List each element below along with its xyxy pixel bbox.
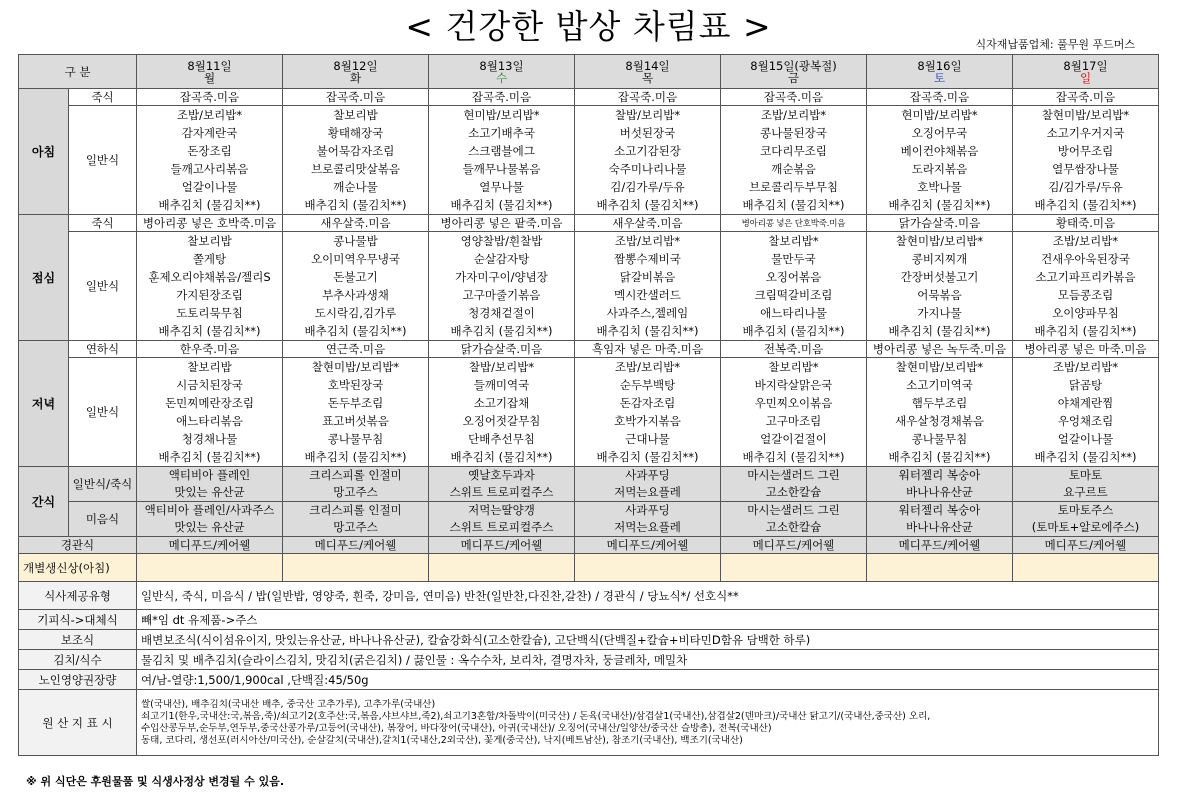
day-weekday: 토	[933, 70, 946, 85]
general-cell	[575, 358, 721, 467]
snack-cell	[1013, 502, 1159, 537]
menu-item: 애느타리볶음	[176, 414, 243, 428]
general-cell	[867, 358, 1013, 467]
lunch-porridge-row	[19, 215, 1159, 232]
origin-line: 수입산콩두부,순두부,연두부,중국산콩가루/고등어(국내산), 볶장어, 바다장어(국내산), 아귀(국내산)/ 오징어(국내산/일양산/중국산 슬방총), 전복(국내산)	[141, 722, 772, 734]
menu-item: 고구마조림	[765, 414, 822, 428]
menu-item: 콩나물된장국	[760, 126, 827, 140]
day-date: 8월12일	[333, 58, 378, 73]
corner-label: 구 분	[19, 55, 137, 89]
menu-item: 들깨무나물볶음	[462, 162, 541, 176]
menu-item: 콩나물무침	[911, 432, 968, 446]
day-weekday: 월	[203, 70, 216, 85]
menu-item: 찰현미밥/보리밥*	[895, 234, 984, 248]
origin-label: 원 산 지 표 시	[19, 690, 137, 756]
info-label: 보조식	[19, 630, 137, 650]
snack-cell	[867, 502, 1013, 537]
general-cell	[137, 106, 283, 215]
breakfast-porridge-label: 죽식	[69, 89, 137, 106]
menu-item: 배추김치 (물김치**)	[742, 450, 845, 464]
porridge-cell: 병아리콩 넣은 녹두죽.미음	[867, 341, 1013, 358]
snack-item: 맛있는 유산균	[174, 485, 245, 499]
dinner-general-label: 일반식	[69, 358, 137, 467]
menu-item: 불어묵감자조림	[316, 144, 395, 158]
info-label: 기피식->대체식	[19, 610, 137, 630]
info-row	[19, 610, 1159, 630]
breakfast-label: 아침	[19, 89, 69, 215]
menu-item: 건새우아욱된장국	[1041, 252, 1130, 266]
individual-cell	[721, 554, 867, 582]
tube-cell: 메디푸드/케어웰	[283, 537, 429, 554]
snack-soft-label: 미음식	[69, 502, 137, 537]
info-row	[19, 582, 1159, 610]
snack-item: 고소한칼슘	[765, 485, 822, 499]
menu-item: 방어무조림	[1057, 144, 1114, 158]
dinner-general-row	[19, 358, 1159, 467]
individual-cell	[137, 554, 283, 582]
snack-item: 저먹는요플레	[614, 485, 681, 499]
menu-item: 오이미역우무냉국	[311, 252, 400, 266]
origin-line: 쇠고기1(한우,국내산:국,볶음,죽)/쇠고기2(호주산:국,볶음,샤브샤브,죽2),쇠고기3혼합/차돌박이(미국산) / 돈육(국내산)/삼겹살1(국내산),삼겹살2(덴마크)/국내산 닭고기/(국내산,중국산) 오리,	[141, 710, 931, 722]
day-date: 8월14일	[625, 58, 670, 73]
general-cell	[721, 358, 867, 467]
menu-item: 순살감자탕	[473, 252, 530, 266]
menu-item: 배추김치 (물김치**)	[1034, 450, 1137, 464]
day-weekday: 수	[495, 70, 508, 85]
menu-item: 배추김치 (물김치**)	[888, 450, 991, 464]
menu-item: 호박가지볶음	[614, 414, 681, 428]
menu-item: 김/김가루/두유	[610, 180, 685, 194]
menu-item: 소고기미역국	[906, 378, 973, 392]
breakfast-general-row	[19, 106, 1159, 215]
menu-item: 사과주스,젤레임	[606, 306, 689, 320]
menu-item: 깨순나물	[333, 180, 378, 194]
menu-item: 소고기잡채	[473, 396, 530, 410]
header-row	[19, 55, 1159, 89]
menu-item: 애느타리나물	[760, 306, 827, 320]
menu-item: 어묵볶음	[917, 288, 962, 302]
menu-item: 얼갈이나물	[1057, 432, 1114, 446]
tube-cell: 메디푸드/케어웰	[575, 537, 721, 554]
menu-item: 배추김치 (물김치**)	[450, 450, 553, 464]
lunch-porridge-label: 죽식	[69, 215, 137, 232]
day-weekday: 화	[349, 70, 362, 85]
menu-item: 오징어젓갈무침	[462, 414, 541, 428]
menu-item: 조밥/보리밥*	[614, 234, 681, 248]
menu-item: 찰보리밥	[187, 360, 232, 374]
menu-item: 브로콜리두부무침	[749, 180, 838, 194]
porridge-cell: 잡곡죽.미음	[1013, 89, 1159, 106]
info-value: 여/남-열량:1,500/1,900cal ,단백질:45/50g	[137, 670, 1159, 690]
menu-item: 조밥/보리밥*	[176, 108, 243, 122]
menu-item: 찰현미밥/보리밥*	[1041, 108, 1130, 122]
tube-cell: 메디푸드/케어웰	[137, 537, 283, 554]
snack-item: 액티비아 플레인/사과주스	[144, 503, 275, 517]
breakfast-general-label: 일반식	[69, 106, 137, 215]
menu-item: 근대나물	[625, 432, 670, 446]
menu-item: 열무쌈장나물	[1052, 162, 1119, 176]
menu-item: 찰보리밥*	[768, 360, 819, 374]
porridge-cell: 전복죽.미음	[721, 341, 867, 358]
day-date: 8월17일	[1063, 58, 1108, 73]
snack-cell	[283, 467, 429, 502]
day-weekday: 목	[641, 70, 654, 85]
individual-cell	[429, 554, 575, 582]
origin-row	[19, 690, 1159, 756]
general-cell	[429, 106, 575, 215]
porridge-cell: 흑임자 넣은 마죽.미음	[575, 341, 721, 358]
day-header	[721, 55, 867, 89]
menu-item: 찰현미밥/보리밥*	[895, 360, 984, 374]
menu-item: 햄두부조림	[911, 396, 968, 410]
dinner-porridge-row	[19, 341, 1159, 358]
menu-item: 찰밥/보리밥*	[614, 108, 681, 122]
menu-item: 숙주미나리나물	[608, 162, 687, 176]
individual-cell	[867, 554, 1013, 582]
menu-item: 청경채겉절이	[468, 306, 535, 320]
lunch-label: 점심	[19, 215, 69, 341]
snack-item: 워터젤리 복숭아	[898, 468, 981, 482]
menu-item: 현미밥/보리밥*	[463, 108, 540, 122]
menu-item: 우민찌오이볶음	[754, 396, 833, 410]
menu-item: 야채계란찜	[1057, 396, 1114, 410]
info-value: 빼*임 dt 유제품->주스	[137, 610, 1159, 630]
menu-item: 찰밥/보리밥*	[468, 360, 535, 374]
porridge-cell: 한우죽.미음	[137, 341, 283, 358]
general-cell	[137, 358, 283, 467]
porridge-cell: 새우살죽.미음	[283, 215, 429, 232]
general-cell	[575, 106, 721, 215]
menu-item: 부추사과생채	[322, 288, 389, 302]
snack-item: 사과푸딩	[625, 468, 670, 482]
tube-label: 경관식	[19, 537, 137, 554]
snack-item: 마시는샐러드 그린	[747, 468, 840, 482]
porridge-cell: 잡곡죽.미음	[575, 89, 721, 106]
menu-item: 닭곰탕	[1068, 378, 1103, 392]
snack-cell	[429, 467, 575, 502]
individual-cell	[1013, 554, 1159, 582]
menu-item: 감자계란국	[181, 126, 238, 140]
menu-item: 물만두국	[771, 252, 816, 266]
day-header	[137, 55, 283, 89]
menu-item: 조밥/보리밥*	[1052, 234, 1119, 248]
menu-item: 열무나물	[479, 180, 524, 194]
menu-item: 배추김치 (물김치**)	[742, 324, 845, 338]
general-cell	[283, 106, 429, 215]
lunch-general-label: 일반식	[69, 232, 137, 341]
menu-item: 소고기우거지국	[1046, 126, 1125, 140]
menu-item: 배추김치 (물김치**)	[304, 198, 407, 212]
menu-item: 멕시칸샐러드	[614, 288, 681, 302]
menu-item: 닭갈비볶음	[619, 270, 676, 284]
menu-item: 짬뽕수제비국	[614, 252, 681, 266]
day-date: 8월11일	[187, 58, 232, 73]
porridge-cell: 새우살죽.미음	[575, 215, 721, 232]
porridge-cell: 병아리콩 넣은 마죽.미음	[1013, 341, 1159, 358]
menu-item: 배추김치 (물김치**)	[158, 324, 261, 338]
porridge-cell: 병아리콩 넣은 호박죽.미음	[137, 215, 283, 232]
snack-item: 저먹는요플레	[614, 520, 681, 534]
menu-item: 훈제오리야채볶음/젤리S	[148, 270, 271, 284]
menu-item: 도토리묵무침	[176, 306, 243, 320]
menu-item: 찰보리밥	[333, 108, 378, 122]
menu-item: 호박된장국	[327, 378, 384, 392]
menu-item: 콩나물밥	[333, 234, 378, 248]
snack-item: 토마토주스	[1057, 503, 1114, 517]
info-value: 물김치 및 배추김치(슬라이스김치, 맛김치(굵은김치) / 끓인물 : 옥수수차, 보리차, 결명자차, 둥글레차, 메밀차	[137, 650, 1159, 670]
porridge-cell: 병아리콩 넣은 팥죽.미음	[429, 215, 575, 232]
info-label: 식사제공유형	[19, 582, 137, 610]
snack-cell	[867, 467, 1013, 502]
snack-cell	[575, 502, 721, 537]
general-cell	[283, 232, 429, 341]
menu-item: 배추김치 (물김치**)	[596, 324, 699, 338]
snack-item: 맛있는 유산균	[174, 520, 245, 534]
menu-item: 깨순볶음	[771, 162, 816, 176]
lunch-general-row	[19, 232, 1159, 341]
snack-item: 망고주스	[333, 485, 378, 499]
menu-item: 고구마줄기볶음	[462, 288, 541, 302]
menu-item: 배추김치 (물김치**)	[596, 450, 699, 464]
snack-cell	[283, 502, 429, 537]
snack-cell	[137, 502, 283, 537]
menu-item: 시금치된장국	[176, 378, 243, 392]
snack-general-label: 일반식/죽식	[69, 467, 137, 502]
tube-cell: 메디푸드/케어웰	[867, 537, 1013, 554]
day-header	[283, 55, 429, 89]
menu-item: 배추김치 (물김치**)	[888, 324, 991, 338]
general-cell	[721, 232, 867, 341]
dinner-porridge-label: 연하식	[69, 341, 137, 358]
porridge-cell: 황태죽.미음	[1013, 215, 1159, 232]
general-cell	[1013, 358, 1159, 467]
general-cell	[1013, 232, 1159, 341]
general-cell	[1013, 106, 1159, 215]
tube-cell: 메디푸드/케어웰	[429, 537, 575, 554]
info-label: 노인영양권장량	[19, 670, 137, 690]
footnote: ※ 위 식단은 후원물품 및 식생사정상 변경될 수 있음.	[26, 775, 285, 788]
origin-line: 동태, 코다리, 생선포(러시아산/미국산), 순살갈치(국내산),갈치1(국내산,2외국산), 꽃게(중국산), 낙지(베트남산), 참조기(국내산), 백조기(국내산)	[141, 734, 743, 746]
general-cell	[575, 232, 721, 341]
snack-item: 스위트 트로피컬주스	[449, 520, 554, 534]
snack-cell	[137, 467, 283, 502]
menu-item: 돈장조림	[187, 144, 232, 158]
snack-cell	[721, 502, 867, 537]
menu-item: 배추김치 (물김치**)	[1034, 324, 1137, 338]
menu-item: 조밥/보리밥*	[614, 360, 681, 374]
menu-item: 배추김치 (물김치**)	[158, 450, 261, 464]
menu-item: 배추김치 (물김치**)	[742, 198, 845, 212]
general-cell	[429, 232, 575, 341]
snack-cell	[429, 502, 575, 537]
origin-text	[137, 690, 1159, 756]
porridge-cell: 잡곡죽.미음	[429, 89, 575, 106]
menu-item: 순두부백탕	[619, 378, 676, 392]
snack-item: 저먹는딸양갱	[468, 503, 535, 517]
day-weekday: 일	[1079, 70, 1092, 85]
supplier-label: 식자재납품업체: 풀무원 푸드머스	[975, 38, 1135, 51]
menu-item: 돈불고기	[333, 270, 378, 284]
general-cell	[867, 106, 1013, 215]
menu-item: 황태해장국	[327, 126, 384, 140]
snack-item: (토마토+알로에주스)	[1031, 520, 1140, 534]
porridge-cell: 잡곡죽.미음	[721, 89, 867, 106]
menu-item: 콩비지찌개	[911, 252, 968, 266]
menu-item: 배추김치 (물김치**)	[304, 450, 407, 464]
snack-soft-row	[19, 502, 1159, 537]
menu-item: 김/김가루/두유	[1048, 180, 1123, 194]
menu-item: 가자미구이/양념장	[455, 270, 548, 284]
origin-line: 쌀(국내산), 배추김치(국내산 배추, 중국산 고추가루), 고추가루(국내산)	[141, 698, 436, 710]
menu-item: 배추김치 (물김치**)	[1034, 198, 1137, 212]
menu-item: 조밥/보리밥*	[760, 108, 827, 122]
menu-item: 새우살청경채볶음	[895, 414, 984, 428]
dinner-label: 저녁	[19, 341, 69, 467]
day-date: 8월16일	[917, 58, 962, 73]
snack-general-row	[19, 467, 1159, 502]
menu-item: 들깨고사리볶음	[170, 162, 249, 176]
porridge-cell: 잡곡죽.미음	[137, 89, 283, 106]
tube-cell: 메디푸드/케어웰	[721, 537, 867, 554]
snack-item: 요구르트	[1063, 485, 1108, 499]
snack-cell	[721, 467, 867, 502]
menu-item: 현미밥/보리밥*	[901, 108, 978, 122]
menu-item: 쫄게탕	[192, 252, 227, 266]
menu-item: 돈감자조림	[619, 396, 676, 410]
menu-item: 소고기파프리카볶음	[1035, 270, 1136, 284]
menu-item: 찰현미밥/보리밥*	[311, 360, 400, 374]
tube-cell: 메디푸드/케어웰	[1013, 537, 1159, 554]
menu-item: 바지락살맑은국	[754, 378, 833, 392]
menu-item: 도시락김,김가루	[314, 306, 397, 320]
menu-item: 코다리무조림	[760, 144, 827, 158]
menu-item: 호박나물	[917, 180, 962, 194]
info-row	[19, 670, 1159, 690]
porridge-cell: 병아리콩 넣은 단호박죽.미음	[721, 215, 867, 232]
menu-item: 오징어무국	[911, 126, 968, 140]
menu-item: 우엉채조림	[1057, 414, 1114, 428]
menu-item: 배추김치 (물김치**)	[596, 198, 699, 212]
page-title: < 건강한 밥상 차림표 >	[405, 7, 772, 46]
menu-item: 가지된장조림	[176, 288, 243, 302]
general-cell	[283, 358, 429, 467]
individual-row	[19, 554, 1159, 582]
snack-item: 망고주스	[333, 520, 378, 534]
menu-item: 청경채나물	[181, 432, 238, 446]
info-value: 일반식, 죽식, 미음식 / 밥(일반밥, 영양죽, 흰죽, 강미음, 연미음) 반찬(일반찬,다진찬,갈찬) / 경관식 / 당뇨식*/ 선호식**	[137, 582, 1159, 610]
tube-row	[19, 537, 1159, 554]
general-cell	[867, 232, 1013, 341]
general-cell	[137, 232, 283, 341]
general-cell	[429, 358, 575, 467]
menu-item: 도라지볶음	[911, 162, 968, 176]
menu-item: 버섯된장국	[619, 126, 676, 140]
day-header	[867, 55, 1013, 89]
day-header	[1013, 55, 1159, 89]
porridge-cell: 닭가슴살죽.미음	[429, 341, 575, 358]
snack-cell	[575, 467, 721, 502]
day-date: 8월13일	[479, 58, 524, 73]
snack-item: 크리스피롤 인절미	[309, 468, 402, 482]
snack-item: 마시는샐러드 그린	[747, 503, 840, 517]
info-row	[19, 630, 1159, 650]
menu-item: 배추김치 (물김치**)	[888, 198, 991, 212]
snack-item: 바나나유산균	[906, 485, 973, 499]
menu-item: 찰보리밥	[187, 234, 232, 248]
menu-item: 가지나물	[917, 306, 962, 320]
menu-item: 오징어볶음	[765, 270, 822, 284]
menu-item: 돈민찌메란장조림	[165, 396, 254, 410]
info-label: 김치/식수	[19, 650, 137, 670]
menu-item: 콩나물무침	[327, 432, 384, 446]
snack-cell	[1013, 467, 1159, 502]
menu-item: 스크램블에그	[468, 144, 535, 158]
menu-item: 오이양파무침	[1052, 306, 1119, 320]
porridge-cell: 연근죽.미음	[283, 341, 429, 358]
general-cell	[721, 106, 867, 215]
individual-cell	[283, 554, 429, 582]
snack-item: 바나나유산균	[906, 520, 973, 534]
menu-item: 모듬콩조림	[1057, 288, 1114, 302]
menu-item: 단배추선무침	[468, 432, 535, 446]
menu-item: 소고기배추국	[468, 126, 535, 140]
porridge-cell: 닭가슴살죽.미음	[867, 215, 1013, 232]
day-header	[429, 55, 575, 89]
menu-item: 간장버섯불고기	[900, 270, 979, 284]
snack-item: 옛날호두과자	[468, 468, 535, 482]
info-row	[19, 650, 1159, 670]
menu-item: 소고기감된장	[614, 144, 681, 158]
menu-item: 배추김치 (물김치**)	[158, 198, 261, 212]
individual-label: 개별생신상(아침)	[19, 554, 137, 582]
snack-item: 사과푸딩	[625, 503, 670, 517]
day-date: 8월15일(광복절)	[750, 58, 837, 73]
menu-item: 베이컨야채볶음	[900, 144, 979, 158]
snack-label: 간식	[19, 467, 69, 537]
menu-item: 배추김치 (물김치**)	[450, 198, 553, 212]
info-value: 배변보조식(식이섬유이지, 맛있는유산균, 바나나유산균), 칼슘강화식(고소한칼슘), 고단백식(단백질+칼슘+비타민D함유 담백한 하루)	[137, 630, 1159, 650]
menu-item: 브로콜리맛살볶음	[311, 162, 400, 176]
menu-item: 얼갈이나물	[181, 180, 238, 194]
menu-item: 얼갈이겉절이	[760, 432, 827, 446]
menu-item: 찰보리밥*	[768, 234, 819, 248]
menu-item: 영양찰밥/흰찰밥	[460, 234, 543, 248]
menu-item: 배추김치 (물김치**)	[450, 324, 553, 338]
menu-item: 크림떡갈비조림	[754, 288, 833, 302]
breakfast-porridge-row	[19, 89, 1159, 106]
day-header	[575, 55, 721, 89]
snack-item: 토마토	[1068, 468, 1103, 482]
porridge-cell: 잡곡죽.미음	[867, 89, 1013, 106]
individual-cell	[575, 554, 721, 582]
porridge-cell: 잡곡죽.미음	[283, 89, 429, 106]
menu-item: 돈두부조림	[327, 396, 384, 410]
snack-item: 워터젤리 복숭아	[898, 503, 981, 517]
menu-item: 조밥/보리밥*	[1052, 360, 1119, 374]
menu-item: 들깨미역국	[473, 378, 530, 392]
snack-item: 액티비아 플레인	[168, 468, 251, 482]
menu-item: 배추김치 (물김치**)	[304, 324, 407, 338]
menu-item: 표고버섯볶음	[322, 414, 389, 428]
snack-item: 고소한칼슘	[765, 520, 822, 534]
menu-table	[18, 54, 1159, 756]
snack-item: 크리스피롤 인절미	[309, 503, 402, 517]
snack-item: 스위트 트로피컬주스	[449, 485, 554, 499]
day-weekday: 금	[787, 70, 800, 85]
